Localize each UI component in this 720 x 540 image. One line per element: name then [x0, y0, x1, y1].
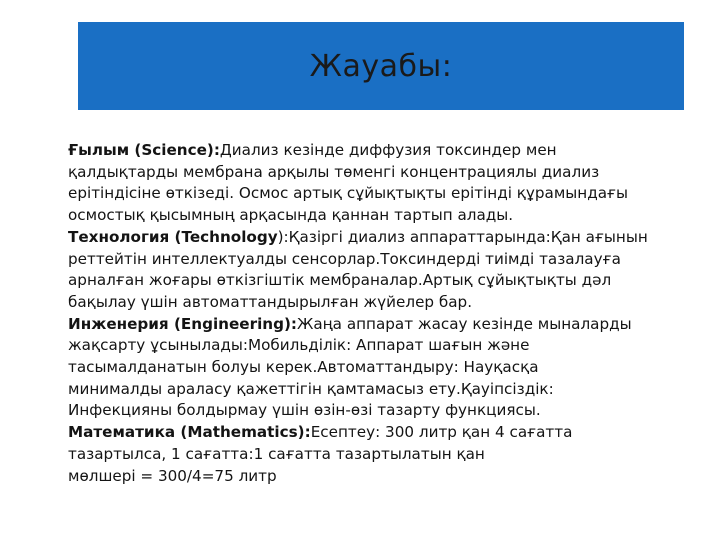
- slide-content: [68, 140, 673, 487]
- slide-title: Жауабы:: [309, 48, 453, 84]
- mathematics-text-line: тазартылса, 1 сағатта:1 сағатта тазартылатын қан: [68, 444, 485, 463]
- engineering-heading: Инженерия (Engineering):: [68, 314, 297, 333]
- engineering-text-line: Жаңа аппарат жасау кезінде мыналарды: [296, 314, 632, 333]
- mathematics-text-line: мөлшері = 300/4=75 литр: [68, 466, 277, 485]
- mathematics-section: [68, 422, 673, 487]
- science-text-line: Диализ кезінде диффузия токсиндер мен: [219, 141, 557, 159]
- engineering-section: [68, 314, 673, 423]
- science-text-line: ерітіндісіне өткізеді. Осмос артық сұйықтықты ерітінді құрамындағы: [68, 184, 628, 203]
- engineering-text-line: тасымалданатын болуы керек.Автоматтандыру: Науқасқа: [68, 358, 539, 377]
- technology-text-line: арналған жоғары өткізгіштік мембраналар.Артық сұйықтықты дәл: [68, 271, 612, 290]
- mathematics-text-line: Есептеу: 300 литр қан 4 сағатта: [310, 423, 573, 442]
- engineering-text-line: жақсарту ұсынылады:Мобильділік: Аппарат шағын және: [68, 336, 530, 355]
- title-banner: [78, 22, 684, 110]
- engineering-text-line: минималды араласу қажеттігін қамтамасыз ету.Қауіпсіздік:: [68, 379, 554, 398]
- technology-text-line: бақылау үшін автоматтандырылған жүйелер бар.: [68, 292, 473, 311]
- science-text-line: осмостық қысымның арқасында қаннан тартып алады.: [68, 206, 514, 225]
- engineering-text-line: Инфекцияны болдырмау үшін өзін-өзі тазарту функциясы.: [68, 401, 541, 420]
- science-section: [68, 140, 673, 227]
- mathematics-heading: Математика (Mathematics):: [68, 423, 311, 442]
- technology-text-line: реттейтін интеллектуалды сенсорлар.Токсиндерді тиімді тазалауға: [68, 249, 621, 268]
- technology-text-line: ):Қазіргі диализ аппараттарында:Қан ағынын: [277, 227, 648, 246]
- technology-section: [68, 227, 673, 314]
- technology-heading: Технология (Technology: [68, 227, 278, 246]
- science-heading: Ғылым (Science):: [68, 141, 220, 159]
- science-text-line: қалдықтарды мембрана арқылы төменгі концентрациялы диализ: [68, 162, 600, 181]
